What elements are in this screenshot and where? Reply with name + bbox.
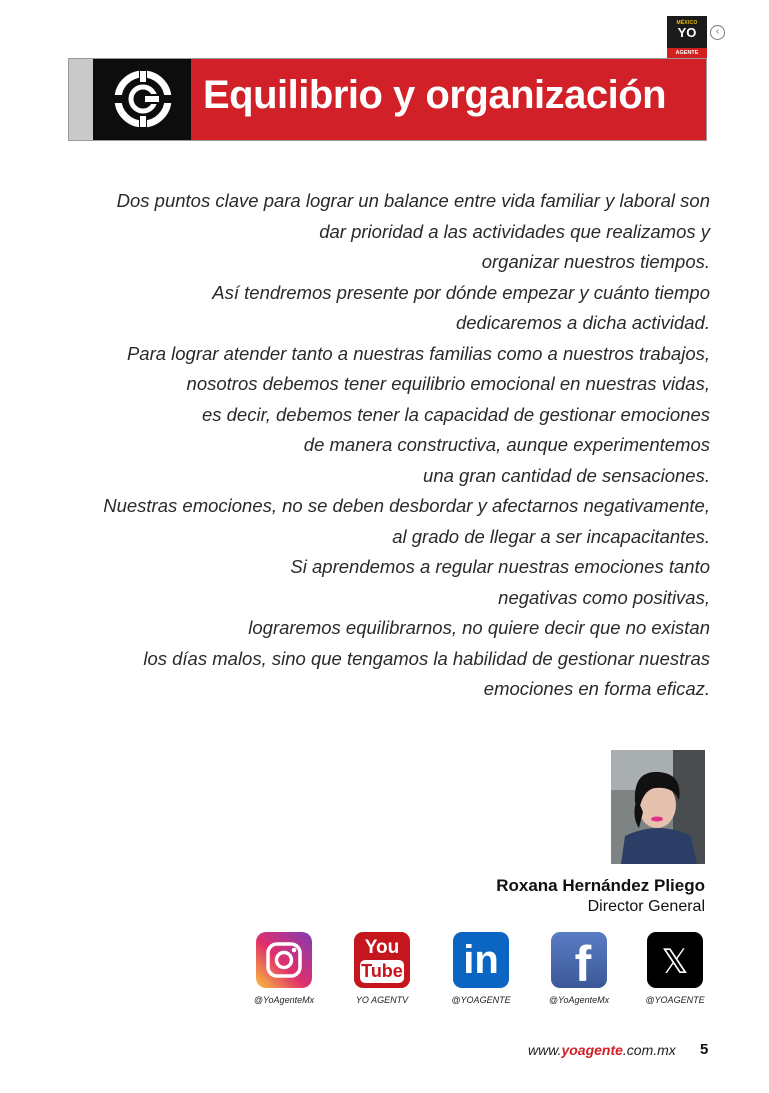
linkedin-handle: @YOAGENTE	[451, 995, 511, 1005]
page-number: 5	[700, 1041, 709, 1058]
header-icon-block	[93, 59, 191, 140]
body-line: lograremos equilibrarnos, no quiere decir que no existan	[248, 617, 710, 638]
linkedin-icon	[453, 932, 509, 988]
chevron-left-icon: ‹	[715, 26, 720, 37]
page-title: Equilibrio y organización	[203, 73, 667, 117]
x-handle: @YOAGENTE	[645, 995, 705, 1005]
body-line: Si aprendemos a regular nuestras emociones tanto	[290, 556, 710, 577]
author-role: Director General	[587, 898, 705, 915]
body-line: Nuestras emociones, no se deben desbordar y afectarnos negativamente,	[103, 495, 710, 516]
url-prefix: www.	[528, 1042, 562, 1058]
author-photo-image	[611, 750, 705, 864]
yo-agente-logo	[667, 16, 707, 58]
body-line: de manera constructiva, aunque experimentemos	[303, 434, 710, 455]
instagram-icon	[256, 932, 312, 988]
body-line: nosotros debemos tener equilibrio emocional en nuestras vidas,	[186, 373, 710, 394]
linkedin-glyph: in	[463, 938, 499, 982]
x-glyph: 𝕏	[661, 942, 689, 982]
body-line: organizar nuestros tiempos.	[481, 251, 710, 272]
x-icon	[647, 932, 703, 988]
body-line: es decir, debemos tener la capacidad de gestionar emociones	[201, 403, 710, 425]
facebook-icon	[551, 932, 607, 988]
body-line: emociones en forma eficaz.	[483, 678, 710, 699]
header-title-block	[191, 59, 706, 140]
youtube-handle: YO AGENTV	[355, 995, 409, 1005]
logo-yo-text: YO	[677, 25, 697, 40]
x-link[interactable]	[640, 932, 710, 1005]
body-line: al grado de llegar a ser incapacitantes.	[392, 525, 710, 547]
youtube-tube-text: Tube	[361, 961, 403, 981]
body-line: Dos puntos clave para lograr un balance entre vida familiar y laboral son	[116, 190, 710, 211]
body-line: Para lograr atender tanto a nuestras familias como a nuestros trabajos,	[126, 342, 710, 364]
linkedin-link[interactable]	[446, 932, 516, 1005]
youtube-icon	[354, 932, 410, 988]
section-header-banner	[68, 58, 707, 141]
logo-agente-text: AGENTE	[667, 48, 707, 58]
author-name: Roxana Hernández Pliego	[496, 876, 705, 895]
facebook-glyph: f	[574, 936, 592, 988]
youtube-link[interactable]	[347, 932, 417, 1005]
body-line: Así tendremos presente por dónde empezar y cuánto tiempo	[212, 281, 710, 303]
url-suffix: .com.mx	[622, 1042, 676, 1058]
instagram-handle: @YoAgenteMx	[253, 995, 315, 1005]
instagram-link[interactable]	[249, 932, 319, 1005]
body-line: una gran cantidad de sensaciones.	[423, 464, 710, 486]
body-line: negativas como positivas,	[498, 586, 710, 608]
facebook-handle: @YoAgenteMx	[548, 995, 610, 1005]
body-line: dedicaremos a dicha actividad.	[455, 312, 710, 333]
author-photo	[611, 750, 705, 864]
article-body	[60, 186, 710, 705]
youtube-you-text: You	[364, 937, 400, 958]
target-c-icon	[113, 69, 173, 129]
url-domain: yoagente	[561, 1042, 623, 1058]
facebook-link[interactable]	[544, 932, 614, 1005]
logo-small-text: MÉXICO	[676, 20, 698, 26]
website-link[interactable]	[528, 1042, 676, 1058]
body-line: dar prioridad a las actividades que realizamos y	[319, 220, 710, 242]
back-button[interactable]	[710, 25, 725, 40]
body-line: los días malos, sino que tengamos la habilidad de gestionar nuestras	[143, 647, 710, 669]
